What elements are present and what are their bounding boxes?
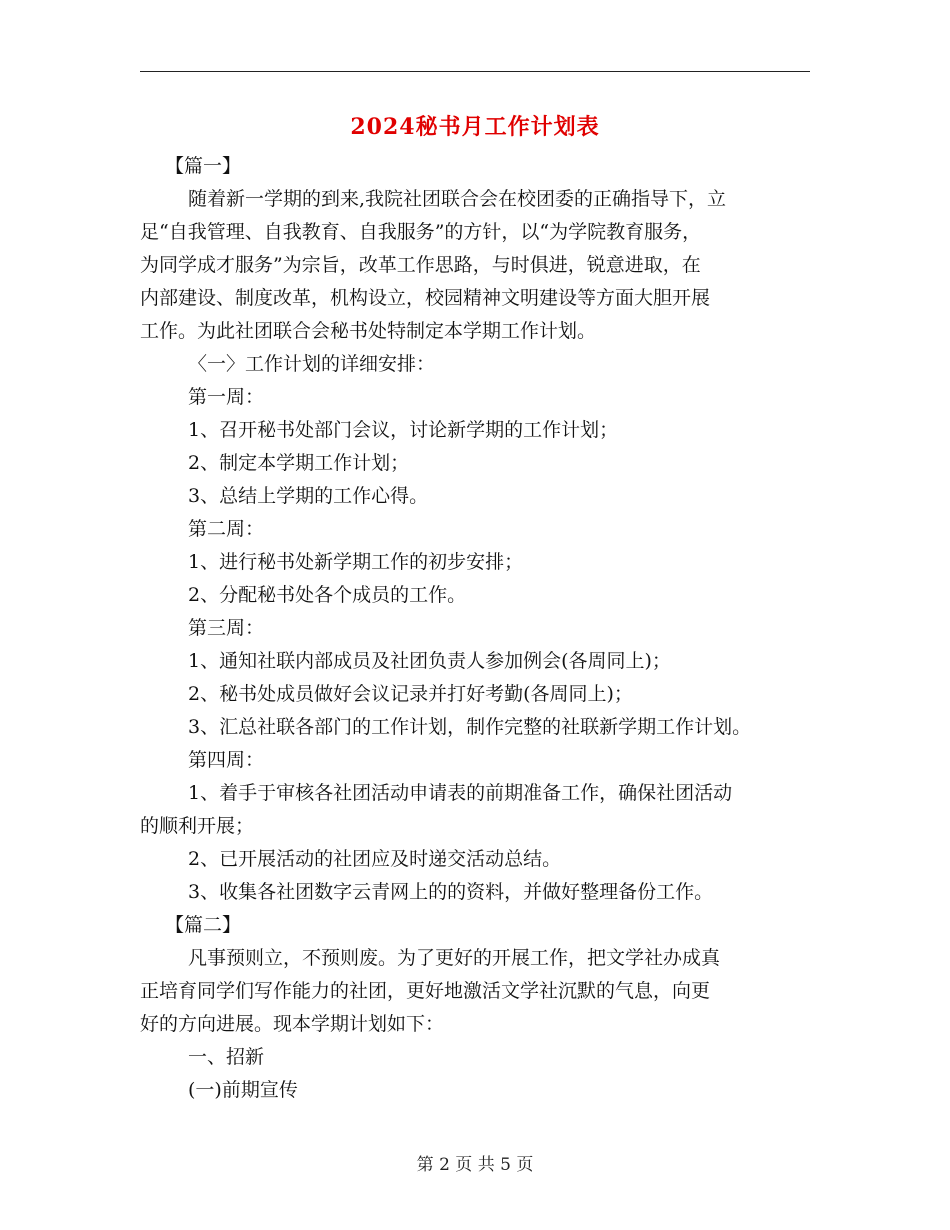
week-heading: 第三周： [188, 617, 265, 639]
subheading: (一)前期宣传 [188, 1079, 298, 1101]
week-heading: 第一周： [188, 386, 265, 408]
list-item: 1、通知社联内部成员及社团负责人参加例会(各周同上)； [188, 650, 671, 672]
header-rule [140, 71, 810, 72]
list-item-continuation: 的顺利开展； [140, 815, 255, 837]
list-item: 3、总结上学期的工作心得。 [188, 485, 429, 507]
list-item: 3、收集各社团数字云青网上的的资料，并做好整理备份工作。 [188, 881, 714, 903]
page-number-footer: 第 2 页 共 5 页 [416, 1155, 534, 1175]
list-item: 2、制定本学期工作计划； [188, 452, 410, 474]
paragraph-line: 凡事预则立，不预则废。为了更好的开展工作，把文学社办成真 [188, 947, 721, 969]
week-heading: 第二周： [188, 518, 265, 540]
subheading: 一、招新 [188, 1046, 265, 1068]
week-heading: 第四周： [188, 749, 265, 771]
paragraph-line: 随着新一学期的到来,我院社团联合会在校团委的正确指导下，立 [188, 188, 727, 210]
list-item: 3、汇总社联各部门的工作计划，制作完整的社联新学期工作计划。 [188, 716, 752, 738]
document-title: 2024秘书月工作计划表 [350, 114, 600, 140]
list-item: 2、已开展活动的社团应及时递交活动总结。 [188, 848, 562, 870]
subheading: 〈一〉工作计划的详细安排： [188, 353, 436, 375]
paragraph-line: 正培育同学们写作能力的社团，更好地激活文学社沉默的气息，向更 [140, 980, 711, 1002]
section-heading-1: 【篇一】 [165, 155, 242, 177]
list-item: 1、进行秘书处新学期工作的初步安排； [188, 551, 524, 573]
paragraph-line: 为同学成才服务”为宗旨，改革工作思路，与时俱进，锐意进取，在 [140, 254, 701, 276]
paragraph-line: 好的方向进展。现本学期计划如下： [140, 1013, 445, 1035]
section-heading-2: 【篇二】 [165, 914, 242, 936]
list-item: 2、秘书处成员做好会议记录并打好考勤(各周同上)； [188, 683, 633, 705]
paragraph-line: 足“自我管理、自我教育、自我服务”的方针，以“为学院教育服务， [140, 221, 702, 243]
list-item: 1、着手于审核各社团活动申请表的前期准备工作，确保社团活动 [188, 782, 733, 804]
paragraph-line: 工作。为此社团联合会秘书处特制定本学期工作计划。 [140, 320, 597, 342]
list-item: 2、分配秘书处各个成员的工作。 [188, 584, 467, 606]
list-item: 1、召开秘书处部门会议，讨论新学期的工作计划； [188, 419, 619, 441]
paragraph-line: 内部建设、制度改革，机构设立，校园精神文明建设等方面大胆开展 [140, 287, 711, 309]
